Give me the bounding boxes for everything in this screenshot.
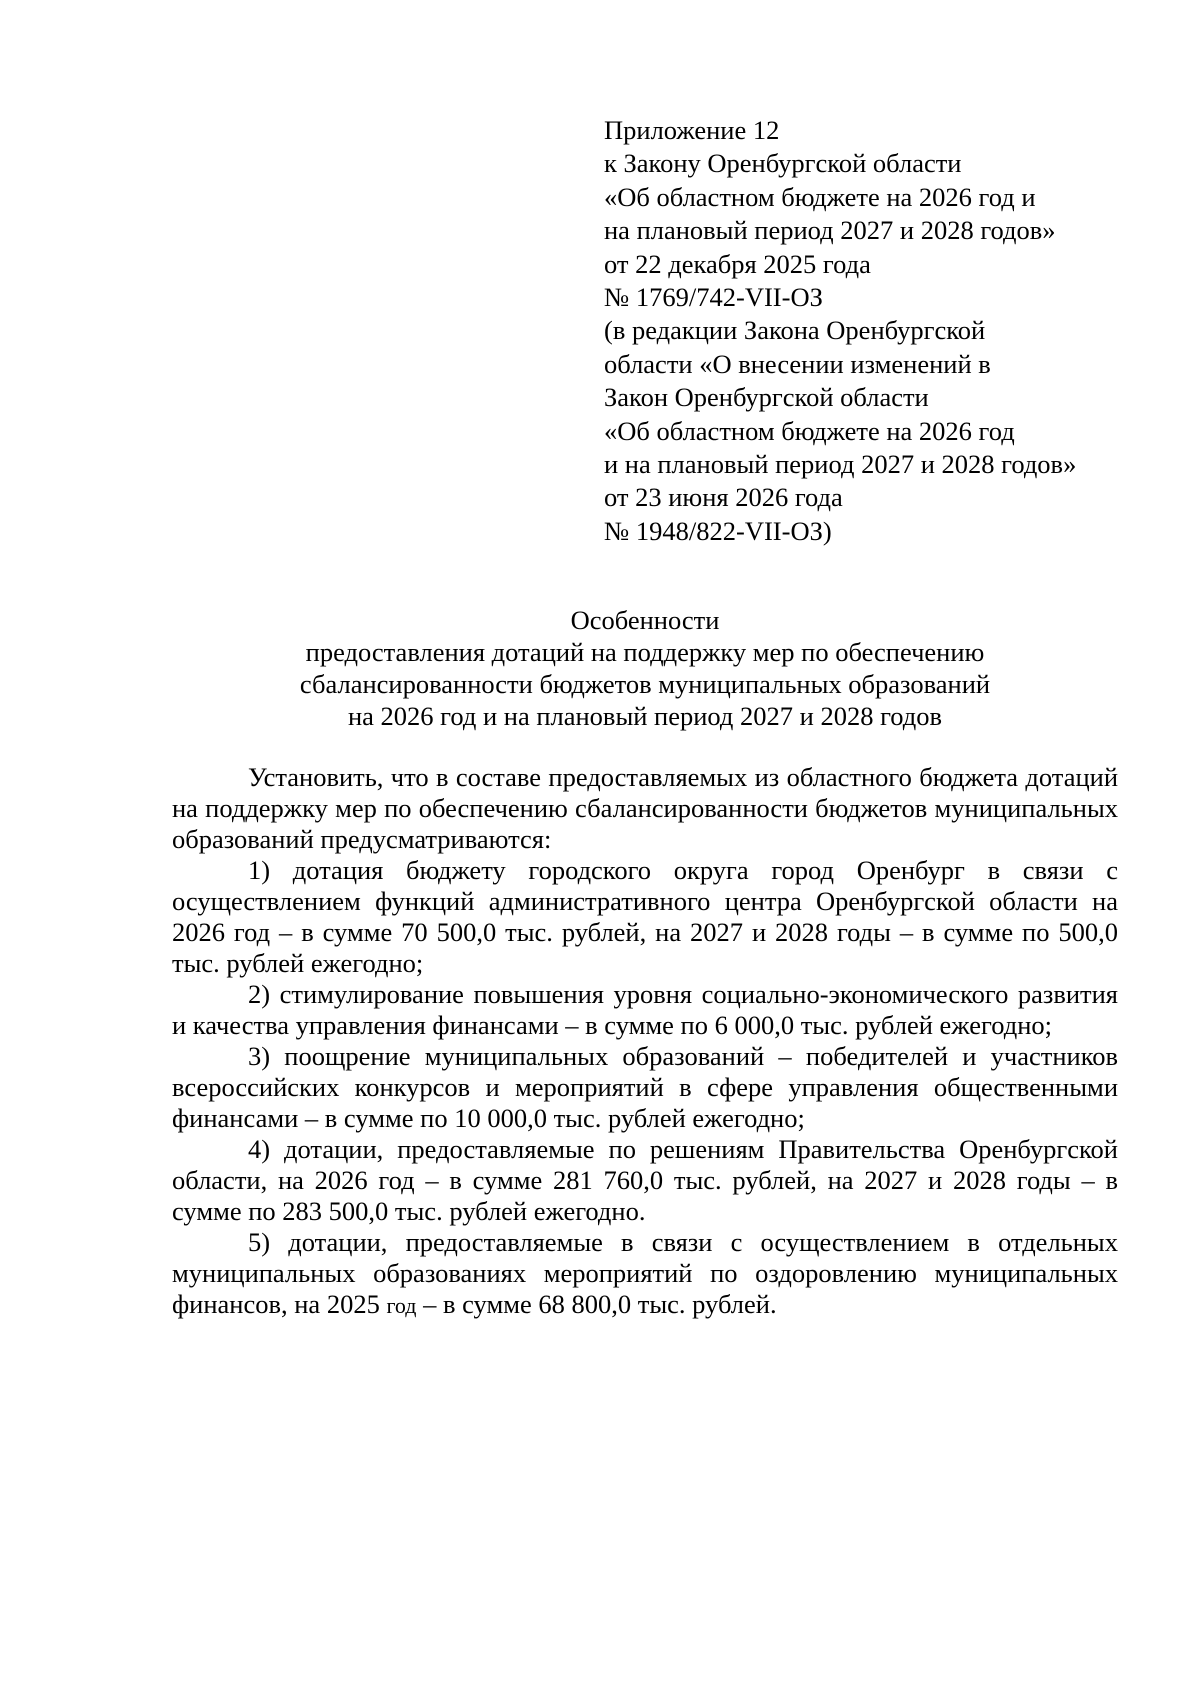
document-title [160,604,1130,732]
annex-line: и на плановый период 2027 и 2028 годов» [604,449,1077,480]
annex-line: от 22 декабря 2025 года [604,248,871,279]
intro-paragraph: Установить, что в составе предоставляемых из областного бюджета дотаций на поддержку мер по обеспечению сбалансированности бюджетов муниципальных образований предусматриваются: [172,762,1118,854]
title-line: предоставления дотаций на поддержку мер по обеспечению [305,637,985,667]
annex-header [604,114,1164,548]
annex-line: Закон Оренбургской области [604,382,929,413]
list-item-5-text: 5) дотации, предоставляемые в связи с осуществлением в отдельных муниципальных образованиях мероприятий по оздоровлению муниципальных финансов, на 2025 [172,1227,1118,1319]
annex-line: от 23 июня 2026 года [604,482,843,513]
annex-line: на плановый период 2027 и 2028 годов» [604,215,1056,246]
title-line: на 2026 год и на плановый период 2027 и 2028 годов [347,701,943,731]
list-item-5 [172,1227,1118,1321]
title-heading: Особенности [570,605,720,635]
annex-line: к Закону Оренбургской области [604,148,962,179]
list-item-5-year-word: год [386,1293,417,1318]
list-item-2: 2) стимулирование повышения уровня социально-экономического развития и качества управления финансами – в сумме по 6 000,0 тыс. рублей ежегодно; [172,979,1118,1040]
title-line: сбалансированности бюджетов муниципальных образований [299,669,991,699]
list-item-4: 4) дотации, предоставляемые по решениям Правительства Оренбургской области, на 2026 год – в сумме 281 760,0 тыс. рублей, на 2027 и 2028 годы – в сумме по 283 500,0 тыс. рублей ежегодно. [172,1134,1118,1226]
list-item-1: 1) дотация бюджету городского округа город Оренбург в связи с осуществлением функций административного центра Оренбургской области на 2026 год – в сумме 70 500,0 тыс. рублей, на 2027 и 2028 годы – в сумме по 500,0 тыс. рублей ежегодно; [172,855,1118,978]
list-item-5-amount: – в сумме 68 800,0 тыс. рублей. [416,1289,777,1319]
annex-line: «Об областном бюджете на 2026 год [604,415,1015,446]
list-item-3: 3) поощрение муниципальных образований – победителей и участников всероссийских конкурсов и мероприятий в сфере управления общественными финансами – в сумме по 10 000,0 тыс. рублей ежегодно; [172,1041,1118,1133]
annex-line: «Об областном бюджете на 2026 год и [604,181,1036,212]
document-body [172,762,1118,1321]
annex-line: № 1948/822-VII-ОЗ) [604,515,832,546]
annex-line: № 1769/742-VII-ОЗ [604,282,823,313]
annex-line: (в редакции Закона Оренбургской [604,315,986,346]
annex-line: области «О внесении изменений в [604,348,991,379]
annex-line: Приложение 12 [604,115,780,145]
